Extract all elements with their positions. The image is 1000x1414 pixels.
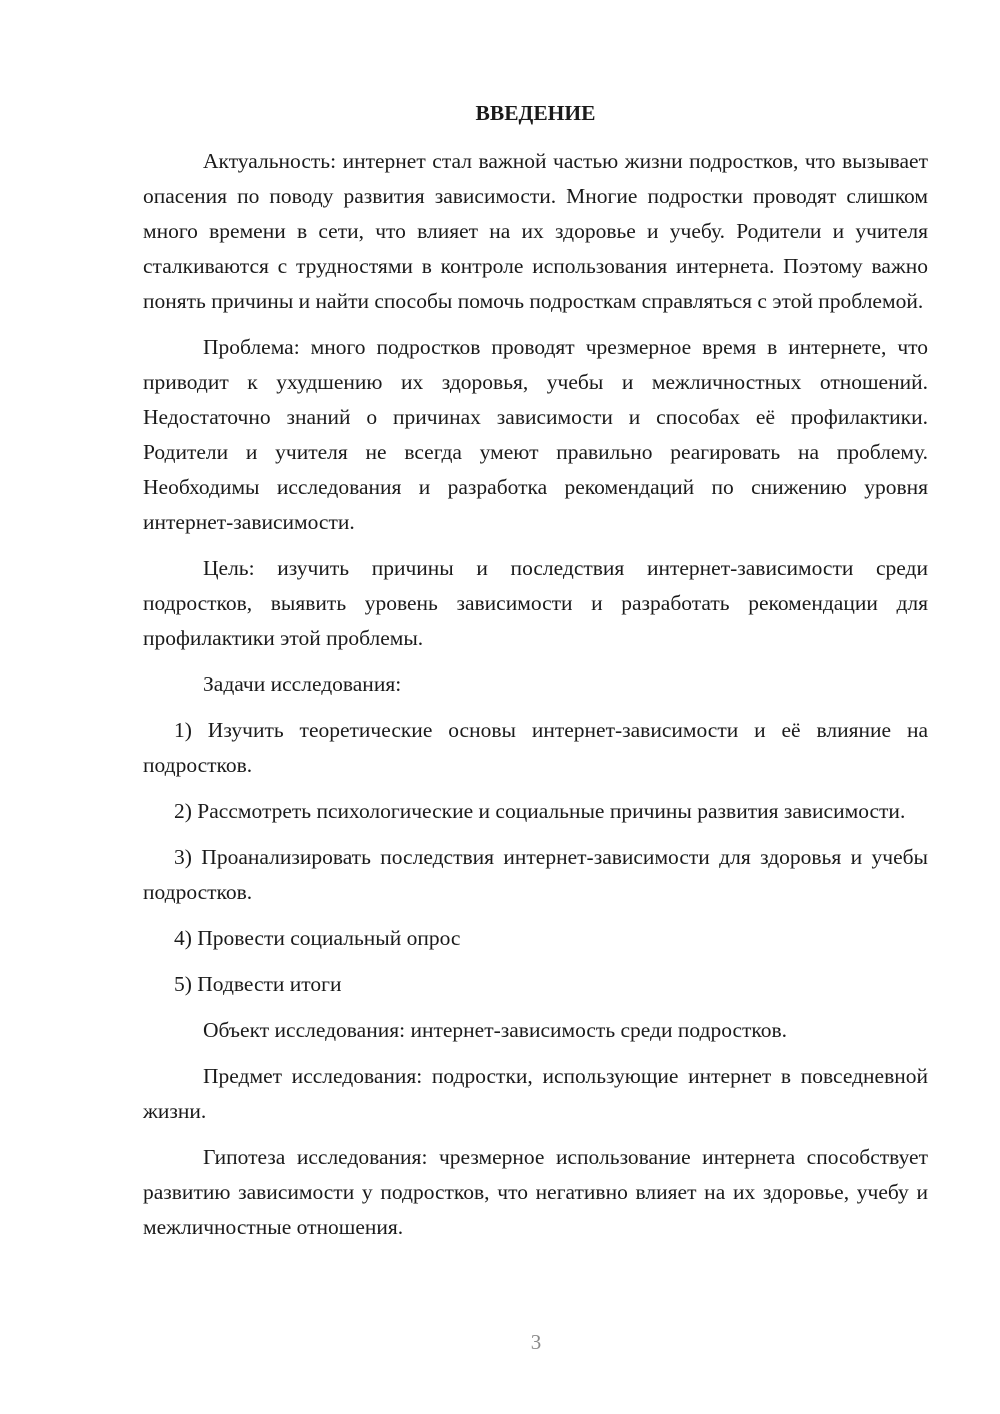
- task-list-item: 5) Подвести итоги: [174, 972, 342, 996]
- page-title: ВВЕДЕНИЕ: [475, 101, 596, 125]
- relevance-paragraph: Актуальность: интернет стал важной частью жизни подростков, что вызывает опасения по поводу развития зависимости. Многие подростки проводят слишком много времени в сети, что влияет на их здоровье и учебу. Родители и учителя сталкиваются с трудностями в контроле использования интернета. Поэтому важно понять причины и найти способы помочь подросткам справляться с этой проблемой.: [143, 149, 928, 313]
- tasks-heading: Задачи исследования:: [203, 672, 402, 696]
- task-list-item: 4) Провести социальный опрос: [174, 926, 461, 950]
- goal-paragraph: Цель: изучить причины и последствия интернет-зависимости среди подростков, выявить уровень зависимости и разработать рекомендации для профилактики этой проблемы.: [143, 556, 928, 650]
- task-list-item: 3) Проанализировать последствия интернет-зависимости для здоровья и учебы подростков.: [143, 845, 928, 904]
- task-list-item: 2) Рассмотреть психологические и социальные причины развития зависимости.: [174, 799, 906, 823]
- subject-paragraph: Предмет исследования: подростки, использующие интернет в повседневной жизни.: [143, 1064, 928, 1123]
- document-page: [143, 96, 928, 1256]
- hypothesis-paragraph: Гипотеза исследования: чрезмерное использование интернета способствует развитию зависимости у подростков, что негативно влияет на их здоровье, учебу и межличностные отношения.: [143, 1145, 928, 1239]
- task-list-item: 1) Изучить теоретические основы интернет-зависимости и её влияние на подростков.: [143, 718, 928, 777]
- page-number: 3: [530, 1330, 542, 1354]
- problem-paragraph: Проблема: много подростков проводят чрезмерное время в интернете, что приводит к ухудшению их здоровья, учебы и межличностных отношений. Недостаточно знаний о причинах зависимости и способах её профилактики. Родители и учителя не всегда умеют правильно реагировать на проблему. Необходимы исследования и разработка рекомендаций по снижению уровня интернет-зависимости.: [143, 335, 928, 534]
- object-paragraph: Объект исследования: интернет-зависимость среди подростков.: [203, 1018, 788, 1042]
